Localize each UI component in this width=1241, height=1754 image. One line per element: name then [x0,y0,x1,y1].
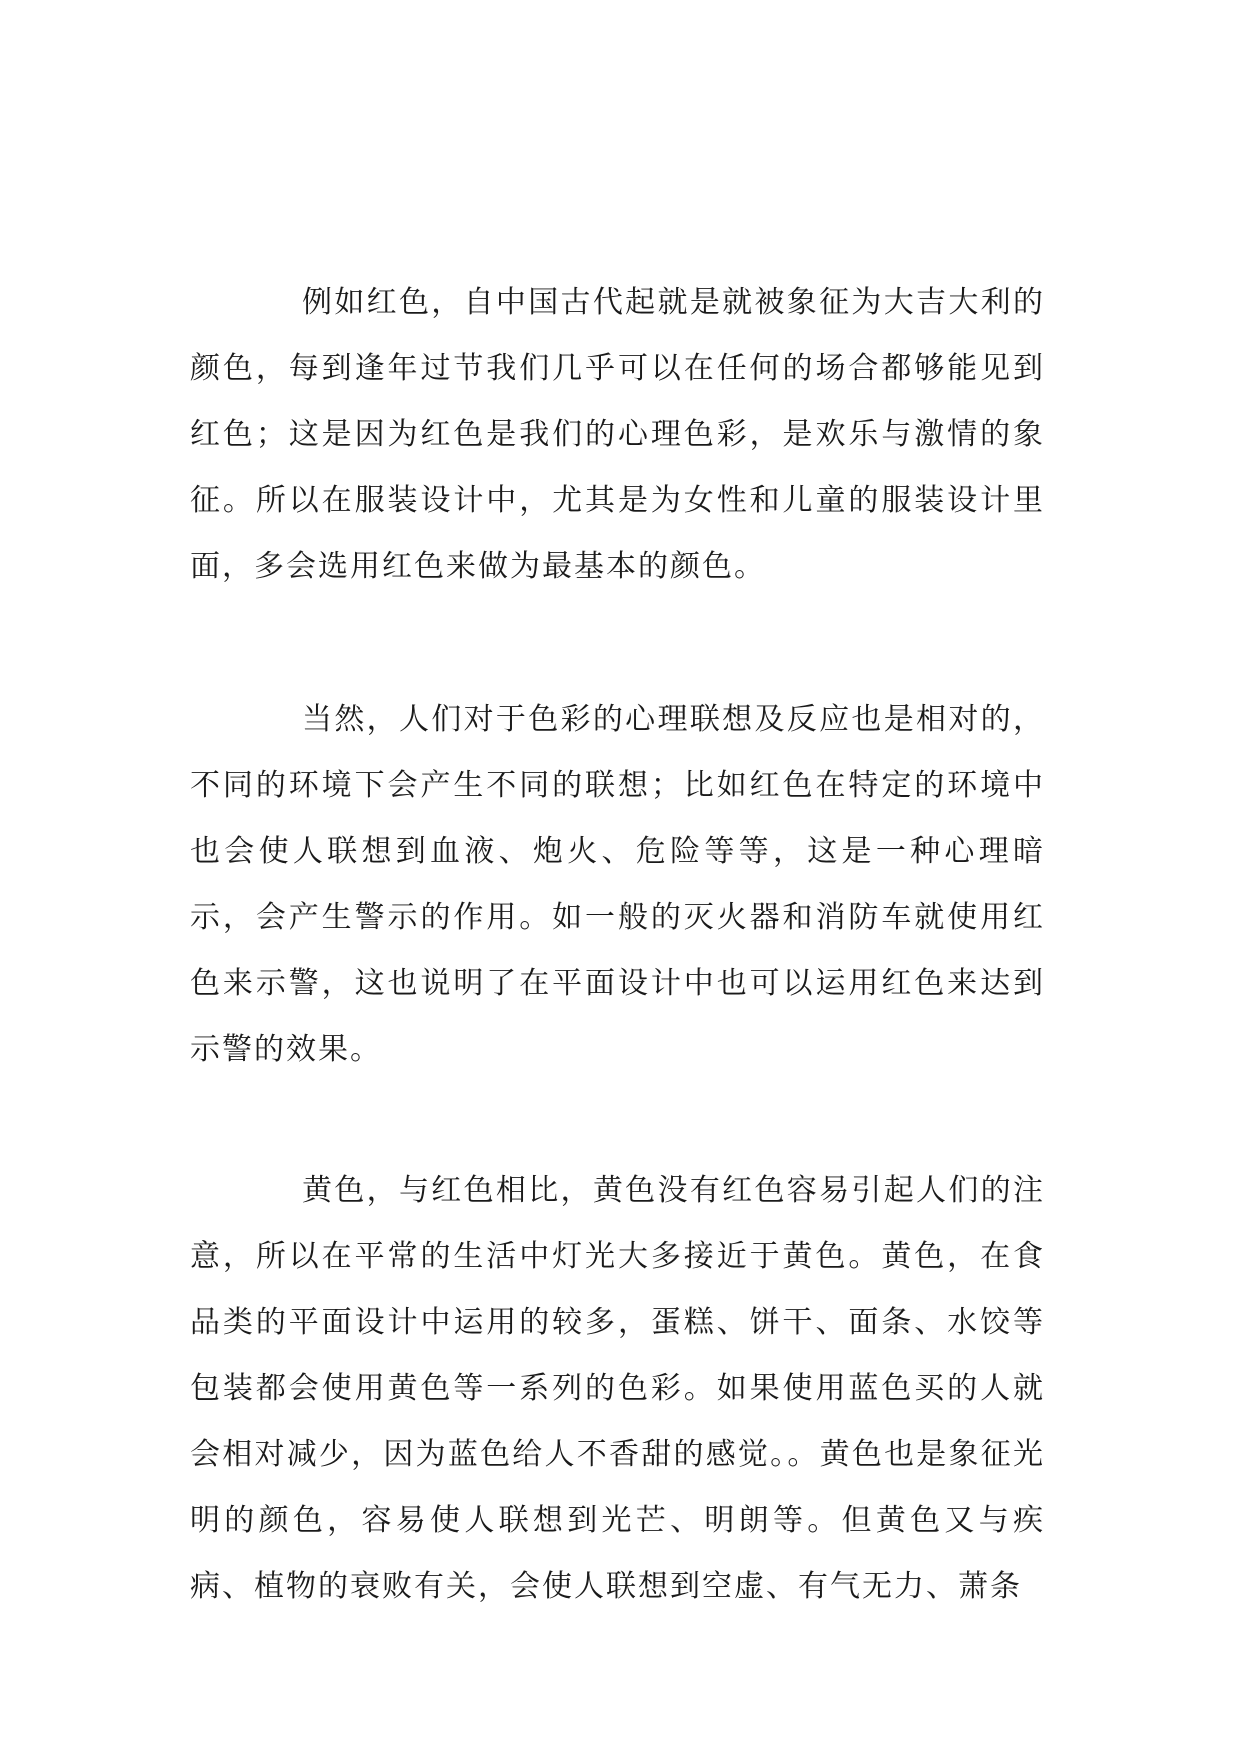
paragraph-color-association: 当然，人们对于色彩的心理联想及反应也是相对的，不同的环境下会产生不同的联想；比如红色在特定的环境中也会使人联想到血液、炮火、危险等等，这是一种心理暗示，会产生警示的作用。如一般的灭火器和消防车就使用红色来示警，这也说明了在平面设计中也可以运用红色来达到示警的效果。 [190,702,1045,1067]
paragraph-yellow-color: 黄色，与红色相比，黄色没有红色容易引起人们的注意，所以在平常的生活中灯光大多接近于黄色。黄色，在食品类的平面设计中运用的较多，蛋糕、饼干、面条、水饺等包装都会使用黄色等一系列的色彩。如果使用蓝色买的人就会相对减少，因为蓝色给人不香甜的感觉。。黄色也是象征光明的颜色，容易使人联想到光芒、明朗等。但黄色又与疾病、植物的衰败有关，会使人联想到空虚、有气无力、萧条 [190,1173,1045,1604]
paragraph-red-color: 例如红色，自中国古代起就是就被象征为大吉大利的颜色，每到逢年过节我们几乎可以在任何的场合都够能见到红色；这是因为红色是我们的心理色彩，是欢乐与激情的象征。所以在服装设计中，尤其是为女性和儿童的服装设计里面，多会选用红色来做为最基本的颜色。 [190,285,1045,584]
